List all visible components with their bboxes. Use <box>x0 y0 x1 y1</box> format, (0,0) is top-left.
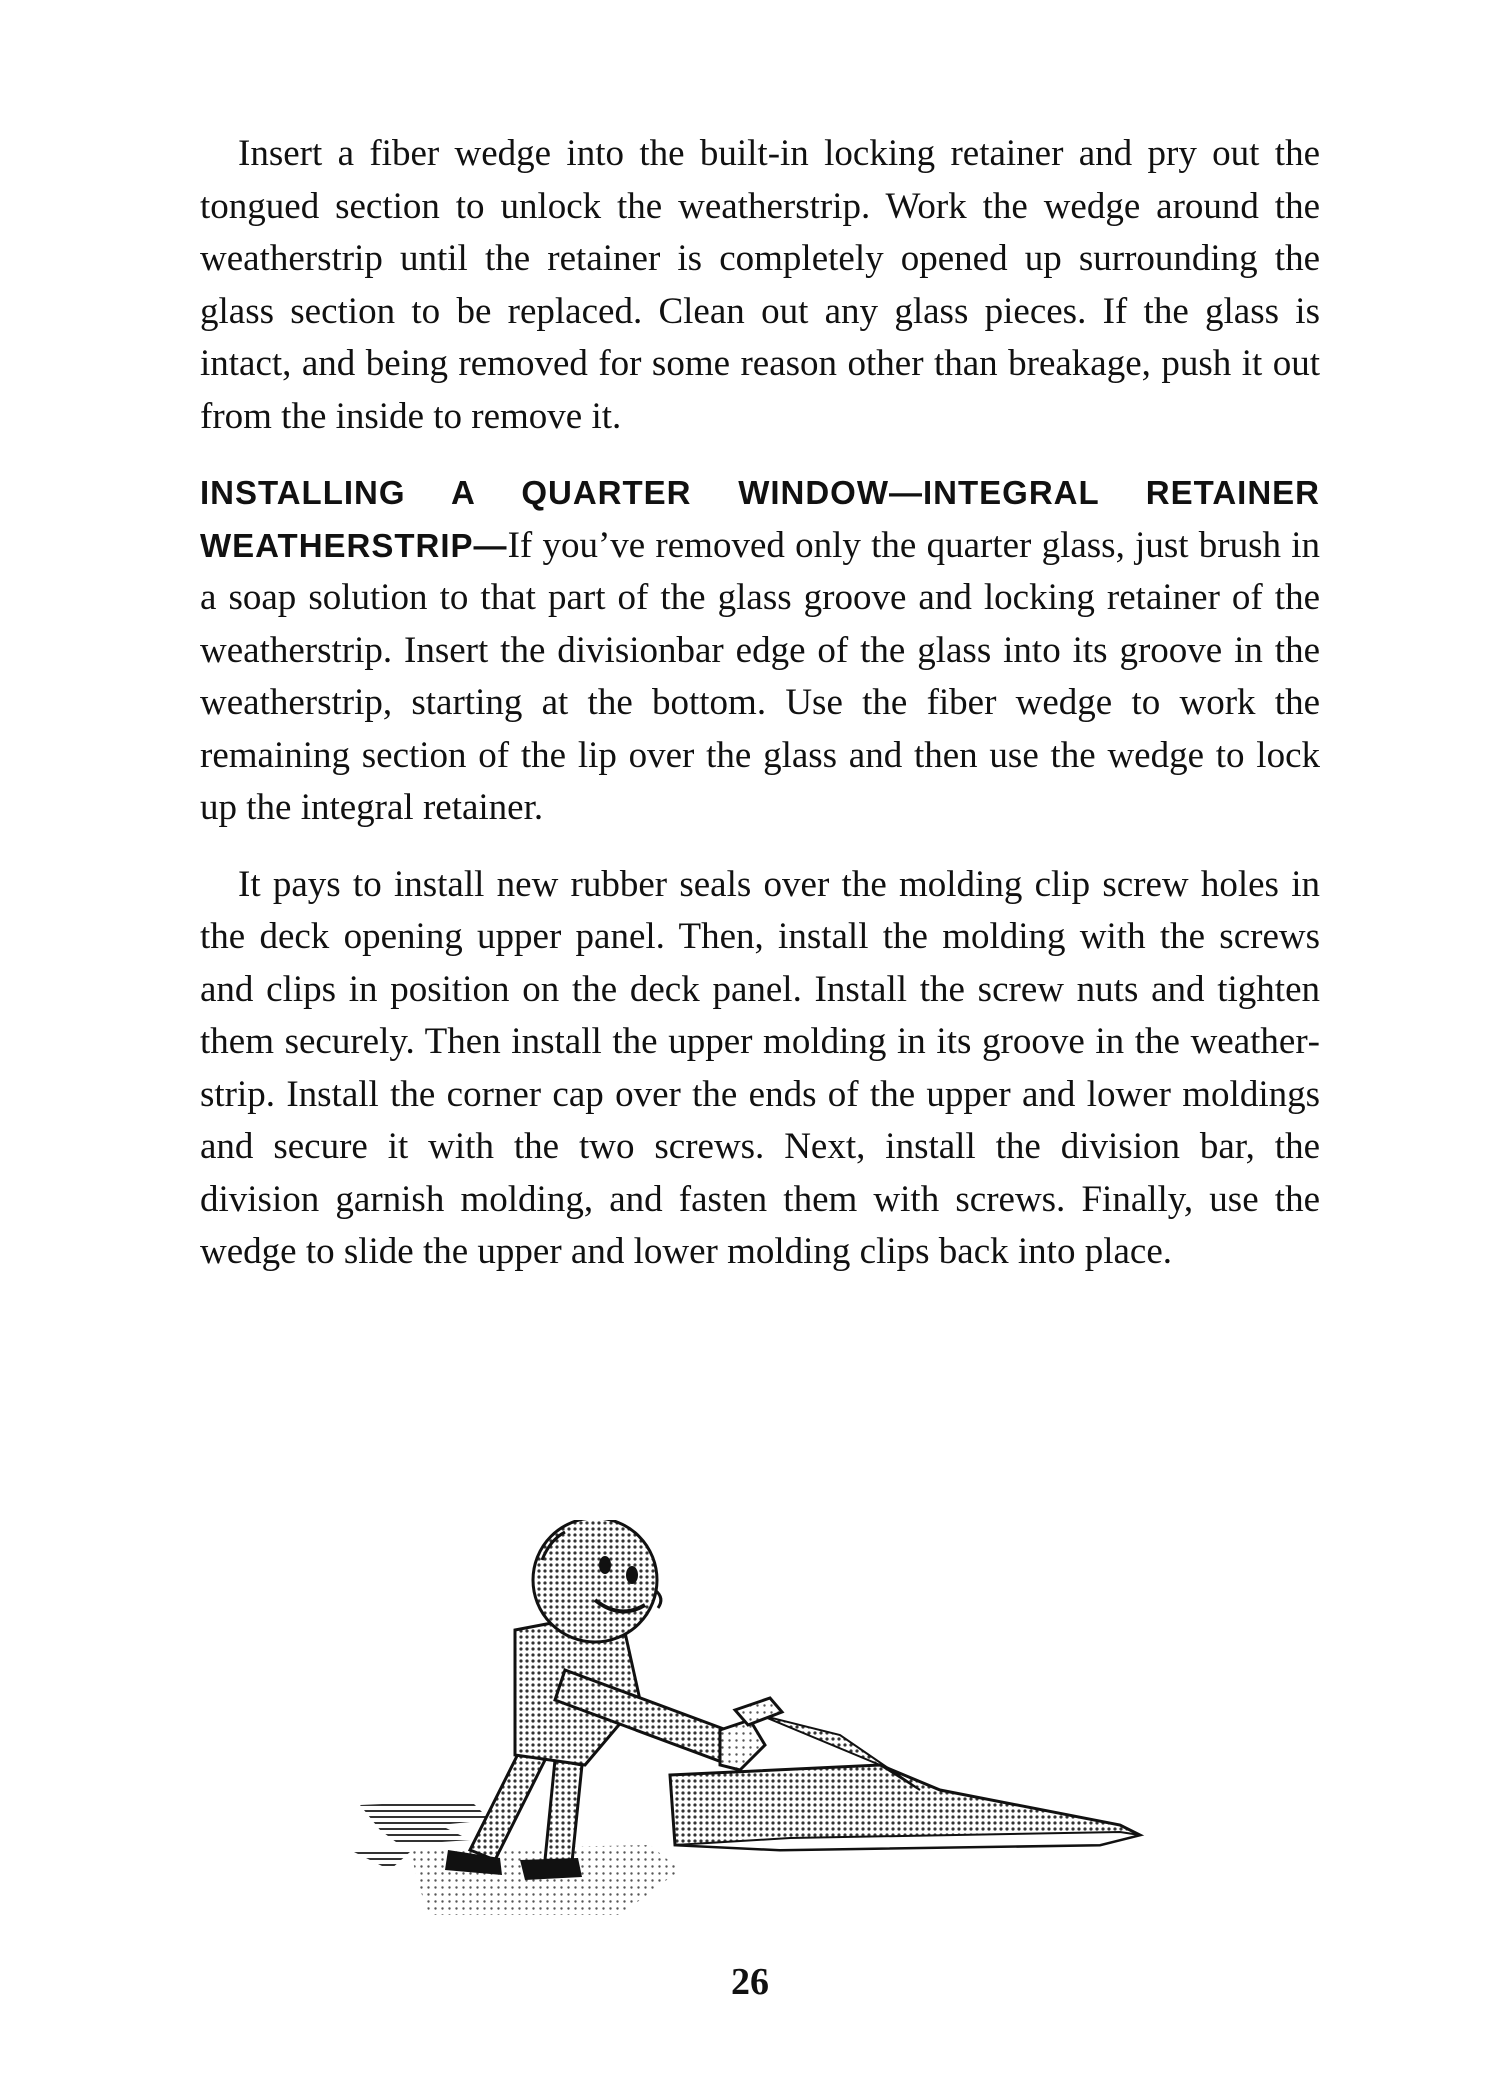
section-heading: INSTALLING A QUARTER WINDOW—INTEGRAL RETAINER WEATHERSTRIP— <box>200 474 1320 564</box>
page-content <box>200 128 1320 1279</box>
paragraph-remove-glass: Insert a fiber wedge into the built-in locking retainer and pry out the tongued section to unlock the weatherstrip. Work the wedge around the weatherstrip until the retainer is completely opened up surrounding the glass section to be replaced. Clean out any glass pieces. If the glass is intact, and being removed for some reason other than breakage, push it out from the inside to remove it. <box>200 133 1320 437</box>
section-body: If you’ve removed only the quarter glass, just brush in a soap solution to that part of the glass groove and locking retainer of the weatherstrip. Insert the divisionbar edge of the glass into its groove in the weatherstrip, starting at the bottom. Use the fiber wedge to work the remaining section of the lip over the glass and then use the wedge to lock up the integral retainer. <box>200 524 1320 828</box>
paragraph-install-quarter-window <box>200 467 1320 835</box>
hand <box>720 1720 765 1770</box>
head <box>533 1520 661 1642</box>
paragraph-install-molding: It pays to install new rubber seals over the molding clip screw holes in the deck opening upper panel. Then, install the molding with the screws and clips in position on the deck panel. Install the screw nuts and tighten them securely. Then install the upper molding in its groove in the weatherstrip. Install the corner cap over the ends of the upper and lower moldings and secure it with the two screws. Next, install the division bar, the division garnish molding, and fasten them with screws. Finally, use the wedge to slide the upper and lower molding clips back into place. <box>200 863 1320 1272</box>
page-number: 26 <box>731 1961 769 2003</box>
cartoon-man-pushing-wedge-illustration <box>320 1520 1180 1940</box>
